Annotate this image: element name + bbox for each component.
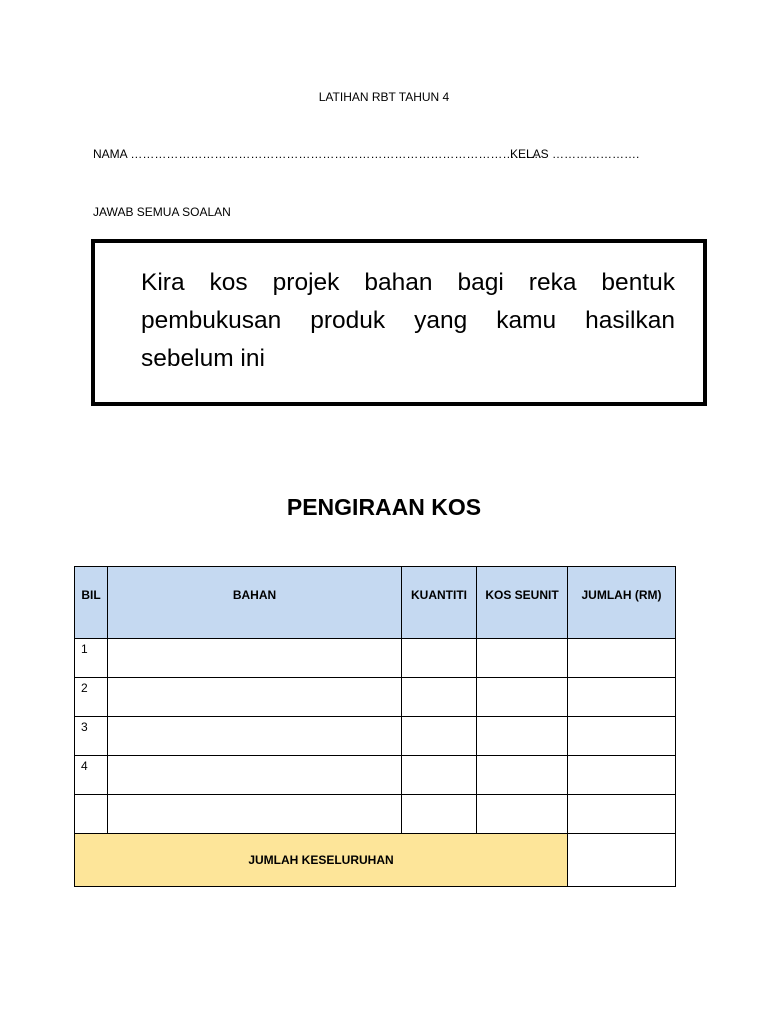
header-kuantiti: KUANTITI (402, 567, 477, 639)
total-value-cell[interactable] (568, 834, 676, 887)
header-bahan: BAHAN (108, 567, 402, 639)
table-row (75, 678, 676, 717)
jumlah-cell[interactable] (568, 756, 676, 795)
row-number: 2 (75, 678, 108, 717)
kuantiti-cell[interactable] (402, 795, 477, 834)
kos-seunit-cell[interactable] (477, 678, 568, 717)
bahan-cell[interactable] (108, 639, 402, 678)
row-number: 1 (75, 639, 108, 678)
section-title: PENGIRAAN KOS (286, 494, 482, 520)
bahan-cell[interactable] (108, 756, 402, 795)
kos-seunit-cell[interactable] (477, 795, 568, 834)
kuantiti-cell[interactable] (402, 678, 477, 717)
row-number (75, 795, 108, 834)
total-row (75, 834, 676, 887)
jumlah-cell[interactable] (568, 717, 676, 756)
task-text: Kira kos projek bahan bagi reka bentuk pembukusan produk yang kamu hasilkan sebelum ini (141, 269, 675, 372)
table-row (75, 639, 676, 678)
kelas-field[interactable]: KELAS …………………. (510, 147, 640, 161)
jumlah-cell[interactable] (568, 639, 676, 678)
table-row (75, 795, 676, 834)
row-number: 4 (75, 756, 108, 795)
table-row (75, 717, 676, 756)
kuantiti-cell[interactable] (402, 639, 477, 678)
row-number: 3 (75, 717, 108, 756)
jumlah-cell[interactable] (568, 678, 676, 717)
jumlah-cell[interactable] (568, 795, 676, 834)
kuantiti-cell[interactable] (402, 717, 477, 756)
header-bil: BIL (75, 567, 108, 639)
bahan-cell[interactable] (108, 717, 402, 756)
bahan-cell[interactable] (108, 678, 402, 717)
kuantiti-cell[interactable] (402, 756, 477, 795)
header-kos-seunit: KOS SEUNIT (477, 567, 568, 639)
cost-table (74, 566, 676, 887)
nama-field[interactable]: NAMA …………………………………………………………………………………………. (93, 147, 542, 161)
table-header-row (75, 567, 676, 639)
total-label: JUMLAH KESELURUHAN (75, 834, 568, 887)
task-box (91, 239, 707, 406)
kos-seunit-cell[interactable] (477, 756, 568, 795)
table-row (75, 756, 676, 795)
kos-seunit-cell[interactable] (477, 639, 568, 678)
bahan-cell[interactable] (108, 795, 402, 834)
page-title: LATIHAN RBT TAHUN 4 (318, 90, 450, 104)
header-jumlah: JUMLAH (RM) (568, 567, 676, 639)
instruction-text: JAWAB SEMUA SOALAN (93, 205, 231, 219)
kos-seunit-cell[interactable] (477, 717, 568, 756)
